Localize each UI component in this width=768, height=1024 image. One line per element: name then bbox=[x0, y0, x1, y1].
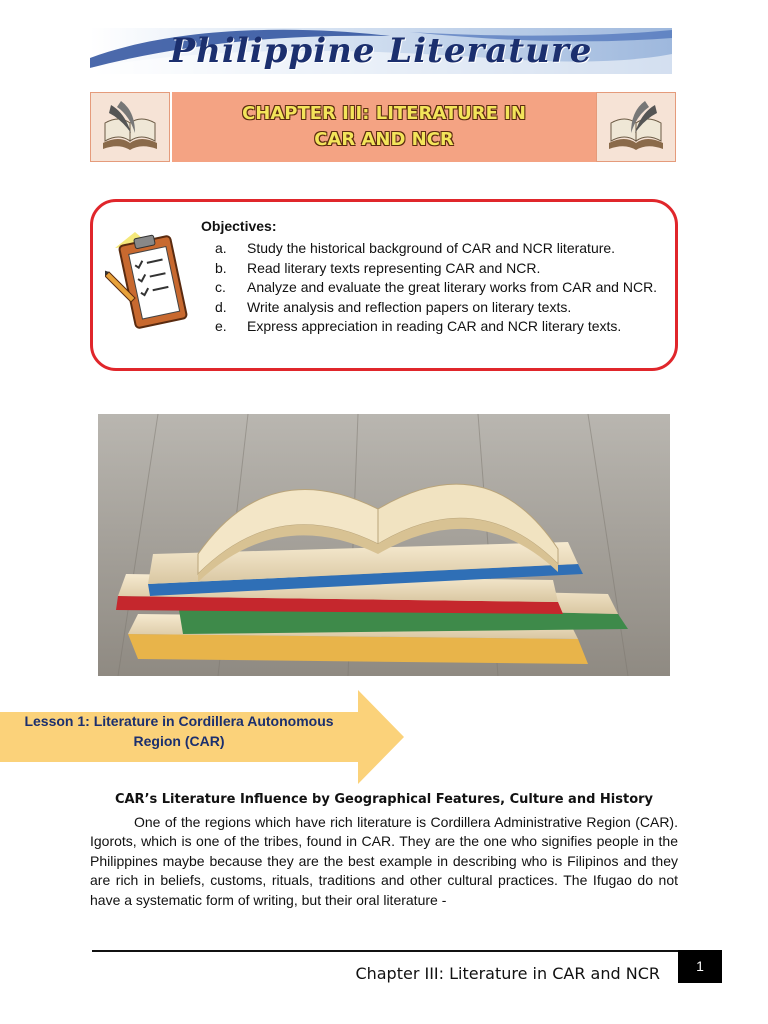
chapter-title-line2: CAR AND NCR bbox=[314, 129, 454, 150]
objective-item bbox=[201, 278, 661, 298]
objective-item bbox=[201, 317, 661, 337]
footer-chapter-title: Chapter III: Literature in CAR and NCR bbox=[355, 964, 660, 983]
objectives-list bbox=[201, 239, 661, 337]
lesson-title-line1: Lesson 1: Literature in Cordillera Autonomous bbox=[24, 713, 334, 729]
objective-marker: c. bbox=[215, 279, 226, 295]
banner bbox=[90, 28, 672, 74]
lesson-title-line2: Region (CAR) bbox=[133, 733, 225, 749]
objectives-box bbox=[90, 199, 678, 371]
right-book-panel bbox=[596, 92, 676, 162]
lesson-title bbox=[0, 711, 358, 751]
stacked-books-photo bbox=[98, 414, 670, 676]
chapter-title-box bbox=[172, 92, 596, 162]
section-paragraph: One of the regions which have rich literature is Cordillera Administrative Region (CAR). Igorots, which is one of the tribes, found in CAR. They are the one who signifies people in the Philippines maybe because they are the best example in describing who is Filipinos and they are rich in beliefs, customs, rituals, traditions and other cultural practices. The Ifugao do not have a systematic form of writing, but their oral literature - bbox=[90, 814, 678, 908]
left-book-panel bbox=[90, 92, 170, 162]
objective-item bbox=[201, 298, 661, 318]
objective-marker: a. bbox=[215, 240, 227, 256]
objective-marker: d. bbox=[215, 298, 227, 315]
chapter-header bbox=[90, 92, 676, 162]
objectives-title: Objectives: bbox=[201, 218, 277, 234]
objective-text: Read literary texts representing CAR and NCR. bbox=[247, 259, 541, 276]
section-heading: CAR’s Literature Influence by Geographical Features, Culture and History bbox=[114, 792, 654, 807]
clipboard-checklist-icon bbox=[105, 228, 189, 332]
objective-marker: b. bbox=[215, 259, 227, 276]
objective-text: Write analysis and reflection papers on literary texts. bbox=[247, 298, 572, 315]
objective-item bbox=[201, 259, 661, 279]
stacked-books-image bbox=[98, 414, 670, 676]
objective-text: Analyze and evaluate the great literary works from CAR and NCR. bbox=[247, 279, 658, 295]
page-number: 1 bbox=[678, 950, 722, 983]
objective-marker: e. bbox=[215, 318, 227, 334]
objective-text: Study the historical background of CAR and NCR literature. bbox=[247, 240, 616, 256]
objective-item bbox=[201, 239, 661, 259]
open-book-quill-icon bbox=[597, 93, 675, 161]
open-book-quill-icon bbox=[91, 93, 169, 161]
chapter-title-line1: CHAPTER III: LITERATURE IN bbox=[242, 103, 526, 124]
banner-title: Philippine Literature bbox=[169, 31, 593, 71]
objective-text: Express appreciation in reading CAR and NCR literary texts. bbox=[247, 318, 622, 334]
footer-divider bbox=[92, 950, 722, 952]
